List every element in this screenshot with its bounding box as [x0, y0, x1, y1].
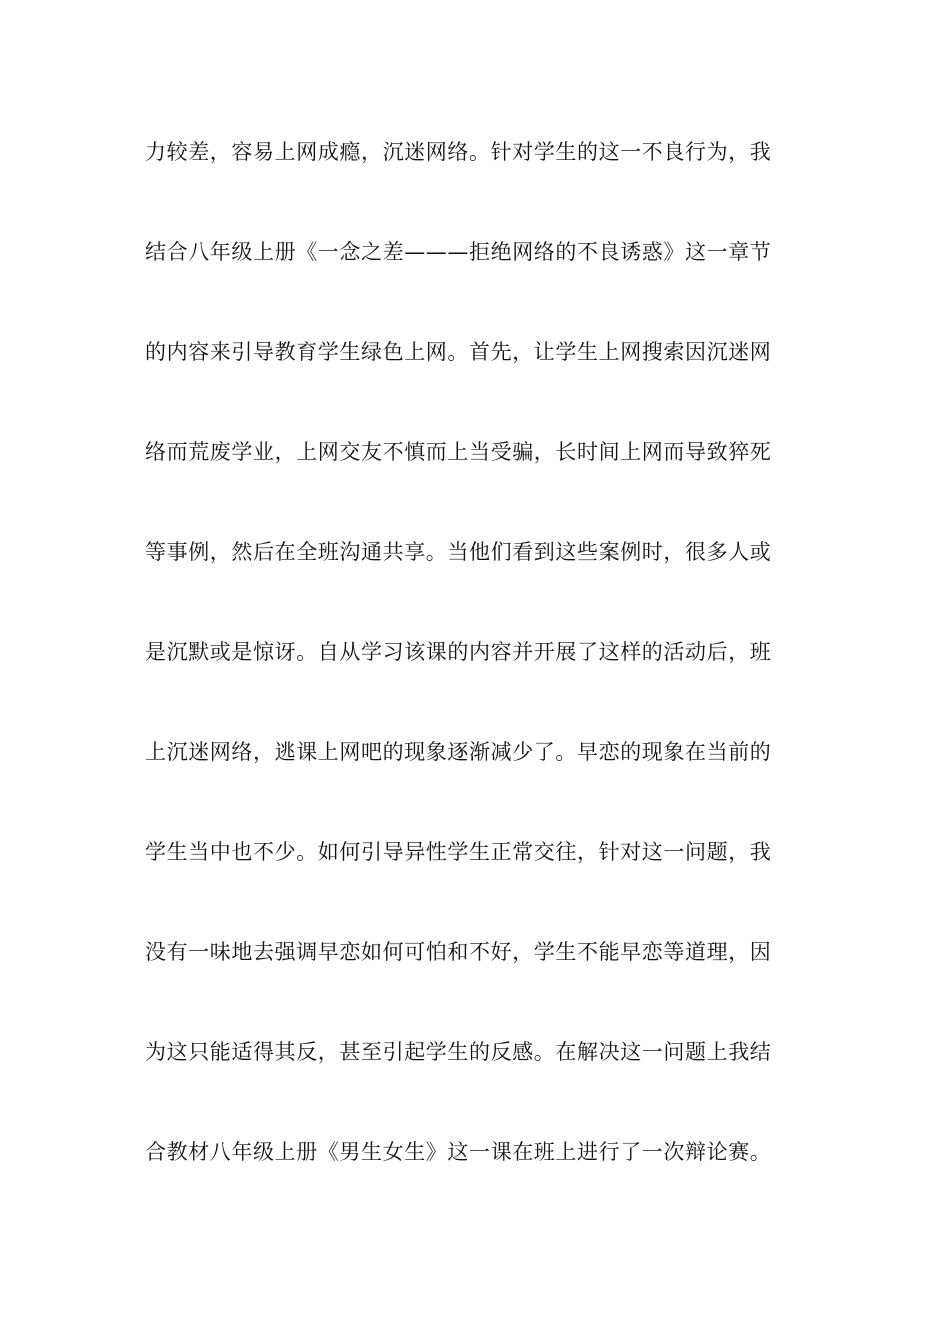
text-line: 络而荒废学业，上网交友不慎而上当受骗，长时间上网而导致猝死: [145, 440, 772, 464]
text-line: 上沉迷网络，逃课上网吧的现象逐渐减少了。早恋的现象在当前的: [145, 740, 772, 764]
text-line: 合教材八年级上册《男生女生》这一课在班上进行了一次辩论赛。: [145, 1140, 772, 1164]
text-line: 结合八年级上册《一念之差———拒绝网络的不良诱惑》这一章节: [145, 240, 772, 264]
text-line: 学生当中也不少。如何引导异性学生正常交往，针对这一问题，我: [145, 840, 772, 864]
body-text: [145, 130, 825, 1230]
text-line: 没有一味地去强调早恋如何可怕和不好，学生不能早恋等道理，因: [145, 940, 772, 964]
text-line: 力较差，容易上网成瘾，沉迷网络。针对学生的这一不良行为，我: [145, 140, 772, 164]
text-line: 等事例，然后在全班沟通共享。当他们看到这些案例时，很多人或: [145, 540, 772, 564]
text-line: 为这只能适得其反，甚至引起学生的反感。在解决这一问题上我结: [145, 1040, 772, 1064]
text-line: 的内容来引导教育学生绿色上网。首先，让学生上网搜索因沉迷网: [145, 340, 772, 364]
text-line: 是沉默或是惊讶。自从学习该课的内容并开展了这样的活动后，班: [145, 640, 772, 664]
